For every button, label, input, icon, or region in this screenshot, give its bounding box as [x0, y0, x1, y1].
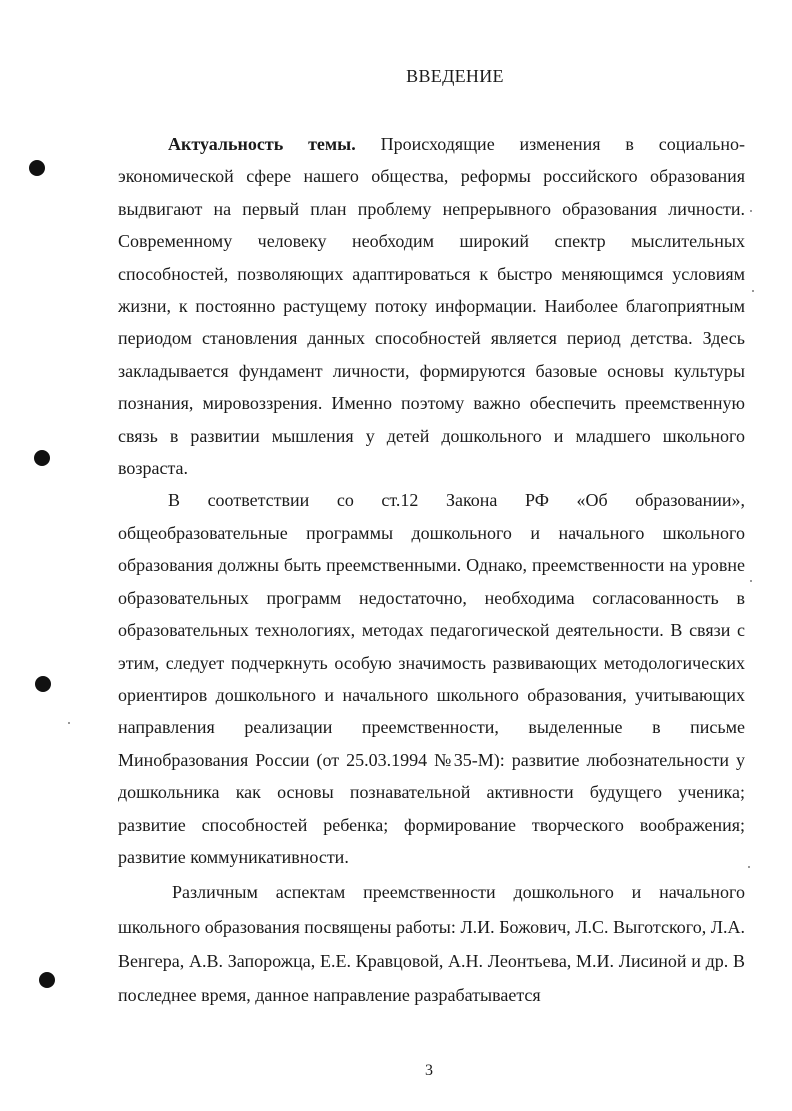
punch-hole-mark [29, 160, 45, 176]
paragraph-authors [118, 875, 745, 1012]
paragraph-law [118, 484, 745, 873]
scan-speck [750, 580, 752, 582]
paragraph-lead-bold: Актуальность темы. [168, 134, 356, 154]
body-text [118, 128, 745, 1012]
paragraph-text: В соответствии со ст.12 Закона РФ «Об образовании», общеобразовательные программы дошкольного и начального школьного образования должны быть преемственными. Однако, преемственности на уровне образовательных программ недостаточно, необходима согласованность в образовательных технологиях, методах педагогической деятельности. В связи с этим, следует подчеркнуть особую значимость развивающих методологических ориентиров дошкольного и начального школьного образования, учитывающих направления реализации преемственности, выделенные в письме Минобразования России (от 25.03.1994 №35-М): развитие любознательности у дошкольника как основы познавательной активности будущего ученика; развитие способностей ребенка; формирование творческого воображения; развитие коммуникативности. [118, 490, 745, 867]
scan-speck [68, 722, 70, 724]
punch-hole-mark [34, 450, 50, 466]
page-number: 3 [425, 1062, 433, 1079]
scan-speck [748, 866, 750, 868]
punch-hole-mark [35, 676, 51, 692]
section-heading: ВВЕДЕНИЕ [406, 66, 504, 86]
paragraph-text: Различным аспектам преемственности дошкольного и начального школьного образования посвящены работы: Л.И. Божович, Л.С. Выготского, Л.А. Венгера, А.В. Запорожца, Е.Е. Кравцовой, А.Н. Леонтьева, М.И. Лисиной и др. В последнее время, данное направление разрабатывается [118, 882, 745, 1005]
scan-speck [750, 210, 752, 212]
scan-speck [752, 290, 754, 292]
punch-hole-mark [39, 972, 55, 988]
paragraph-relevance [118, 128, 745, 484]
paragraph-text: Происходящие изменения в социально-экономической сфере нашего общества, реформы российского образования выдвигают на первый план проблему непрерывного образования личности. Современному человеку необходим широкий спектр мыслительных способностей, позволяющих адаптироваться к быстро меняющимся условиям жизни, к постоянно растущему потоку информации. Наиболее благоприятным периодом становления данных способностей является период детства. Здесь закладывается фундамент личности, формируются базовые основы культуры познания, мировоззрения. Именно поэтому важно обеспечить преемственную связь в развитии мышления у детей дошкольного и младшего школьного возраста. [118, 134, 745, 479]
